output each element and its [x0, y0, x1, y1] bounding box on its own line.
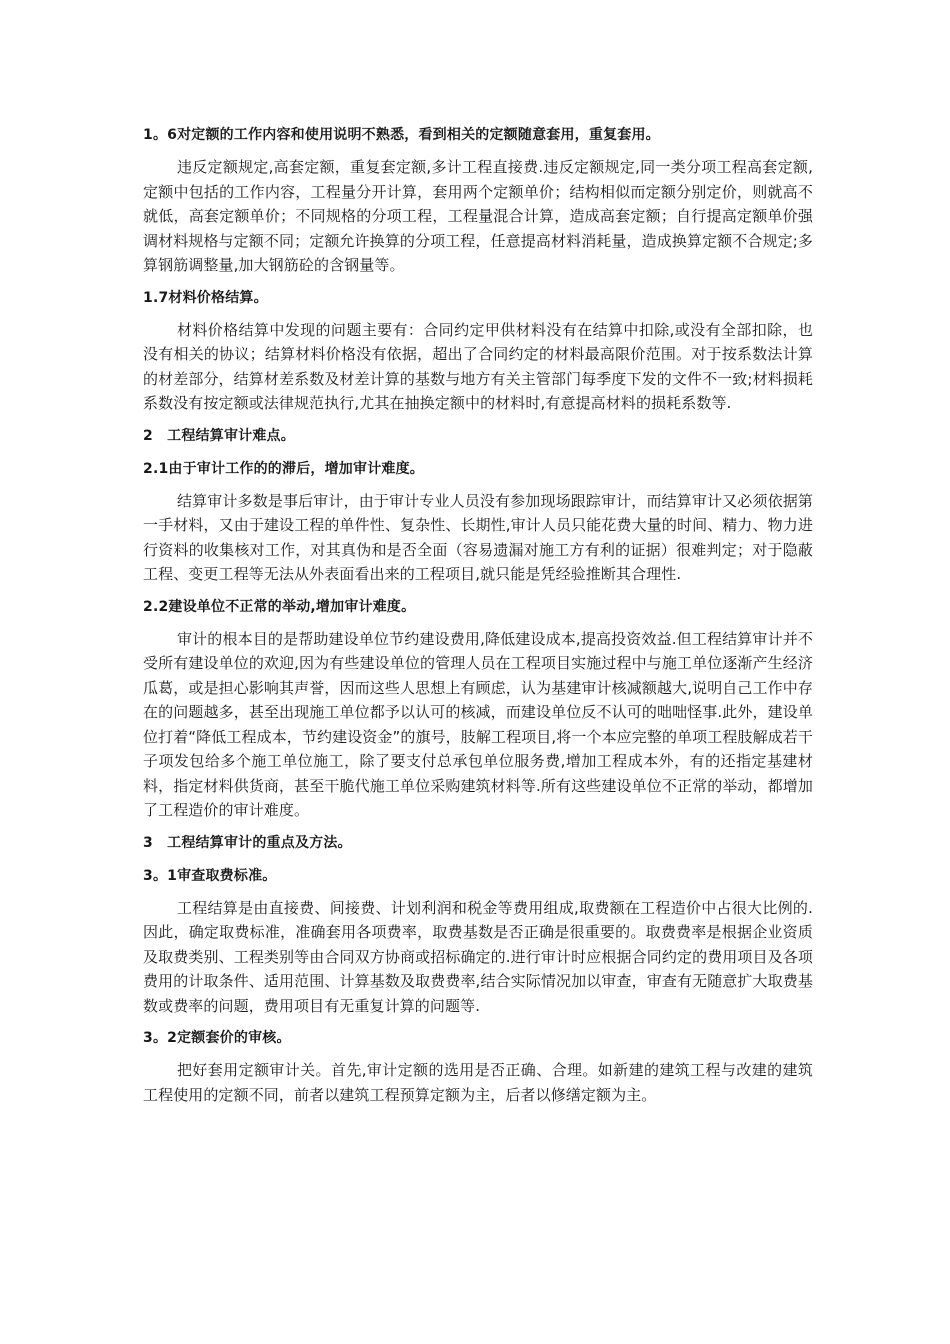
section-heading: 3。1审查取费标准。 — [143, 867, 277, 884]
section-paragraph: 材料价格结算中发现的问题主要有：合同约定甲供材料没有在结算中扣除,或没有全部扣除，也没有相关的协议；结算材料价格没有依据，超出了合同约定的材料最高限价范围。对于按系数法计算的材差部分，结算材差系数及材差计算的基数与地方有关主管部门每季度下发的文件不一致;材料损耗系数没有按定额或法律规范执行,尤其在抽换定额中的材料时,有意提高材料的损耗系数等. — [143, 320, 813, 412]
document-body — [143, 122, 813, 1114]
section-paragraph: 结算审计多数是事后审计，由于审计专业人员没有参加现场跟踪审计，而结算审计又必须依据第一手材料，又由于建设工程的单件性、复杂性、长期性,审计人员只能花费大量的时间、精力、物力进行资料的收集核对工作，对其真伪和是否全面（容易遗漏对施工方有利的证据）很难判定；对于隐蔽工程、变更工程等无法从外表面看出来的工程项目,就只能是凭经验推断其合理性. — [143, 491, 813, 583]
section-paragraph: 工程结算是由直接费、间接费、计划利润和税金等费用组成,取费额在工程造价中占很大比例的.因此，确定取费标准，准确套用各项费率，取费基数是否正确是很重要的。取费费率是根据企业资质及取费类别、工程类别等由合同双方协商或招标确定的.进行审计时应根据合同约定的费用项目及各项费用的计取条件、适用范围、计算基数及取费费率,结合实际情况加以审查，审查有无随意扩大取费基数或费率的问题，费用项目有无重复计算的问题等. — [143, 898, 813, 1015]
section-heading: 2.1由于审计工作的的滞后，增加审计难度。 — [143, 460, 424, 477]
chapter-heading: 2 工程结算审计难点。 — [143, 427, 295, 444]
section-heading: 1.7材料价格结算。 — [143, 289, 268, 306]
section-paragraph: 违反定额规定,高套定额，重复套定额,多计工程直接费.违反定额规定,同一类分项工程高套定额,定额中包括的工作内容，工程量分开计算，套用两个定额单价；结构相似而定额分别定价，则就高不就低，高套定额单价；不同规格的分项工程，工程量混合计算，造成高套定额；自行提高定额单价强调材料规格与定额不同；定额允许换算的分项工程，任意提高材料消耗量，造成换算定额不合规定;多算钢筋调整量,加大钢筋砼的含钢量等。 — [143, 158, 813, 274]
section-paragraph: 把好套用定额审计关。首先,审计定额的选用是否正确、合理。如新建的建筑工程与改建的建筑工程使用的定额不同，前者以建筑工程预算定额为主，后者以修缮定额为主。 — [143, 1061, 813, 1104]
section-paragraph: 审计的根本目的是帮助建设单位节约建设费用,降低建设成本,提高投资效益.但工程结算审计并不受所有建设单位的欢迎,因为有些建设单位的管理人员在工程项目实施过程中与施工单位逐渐产生经济瓜葛，或是担心影响其声誉，因而这些人思想上有顾虑，认为基建审计核减额越大,说明自己工作中存在的问题越多，甚至出现施工单位都予以认可的核减，而建设单位反不认可的咄咄怪事.此外，建设单位打着“降低工程成本，节约建设资金”的旗号，肢解工程项目,将一个本应完整的单项工程肢解成若干子项发包给多个施工单位施工，除了要支付总承包单位服务费,增加工程成本外，有的还指定基建材料，指定材料供货商，甚至干脆代施工单位采购建筑材料等.所有这些建设单位不正常的举动，都增加了工程造价的审计难度。 — [143, 629, 813, 819]
section-heading: 2.2建设单位不正常的举动,增加审计难度。 — [143, 598, 416, 615]
section-heading: 3。2定额套价的审核。 — [143, 1030, 291, 1046]
chapter-heading: 3 工程结算审计的重点及方法。 — [143, 834, 352, 851]
section-heading: 1。6对定额的工作内容和使用说明不熟悉，看到相关的定额随意套用，重复套用。 — [143, 127, 660, 143]
